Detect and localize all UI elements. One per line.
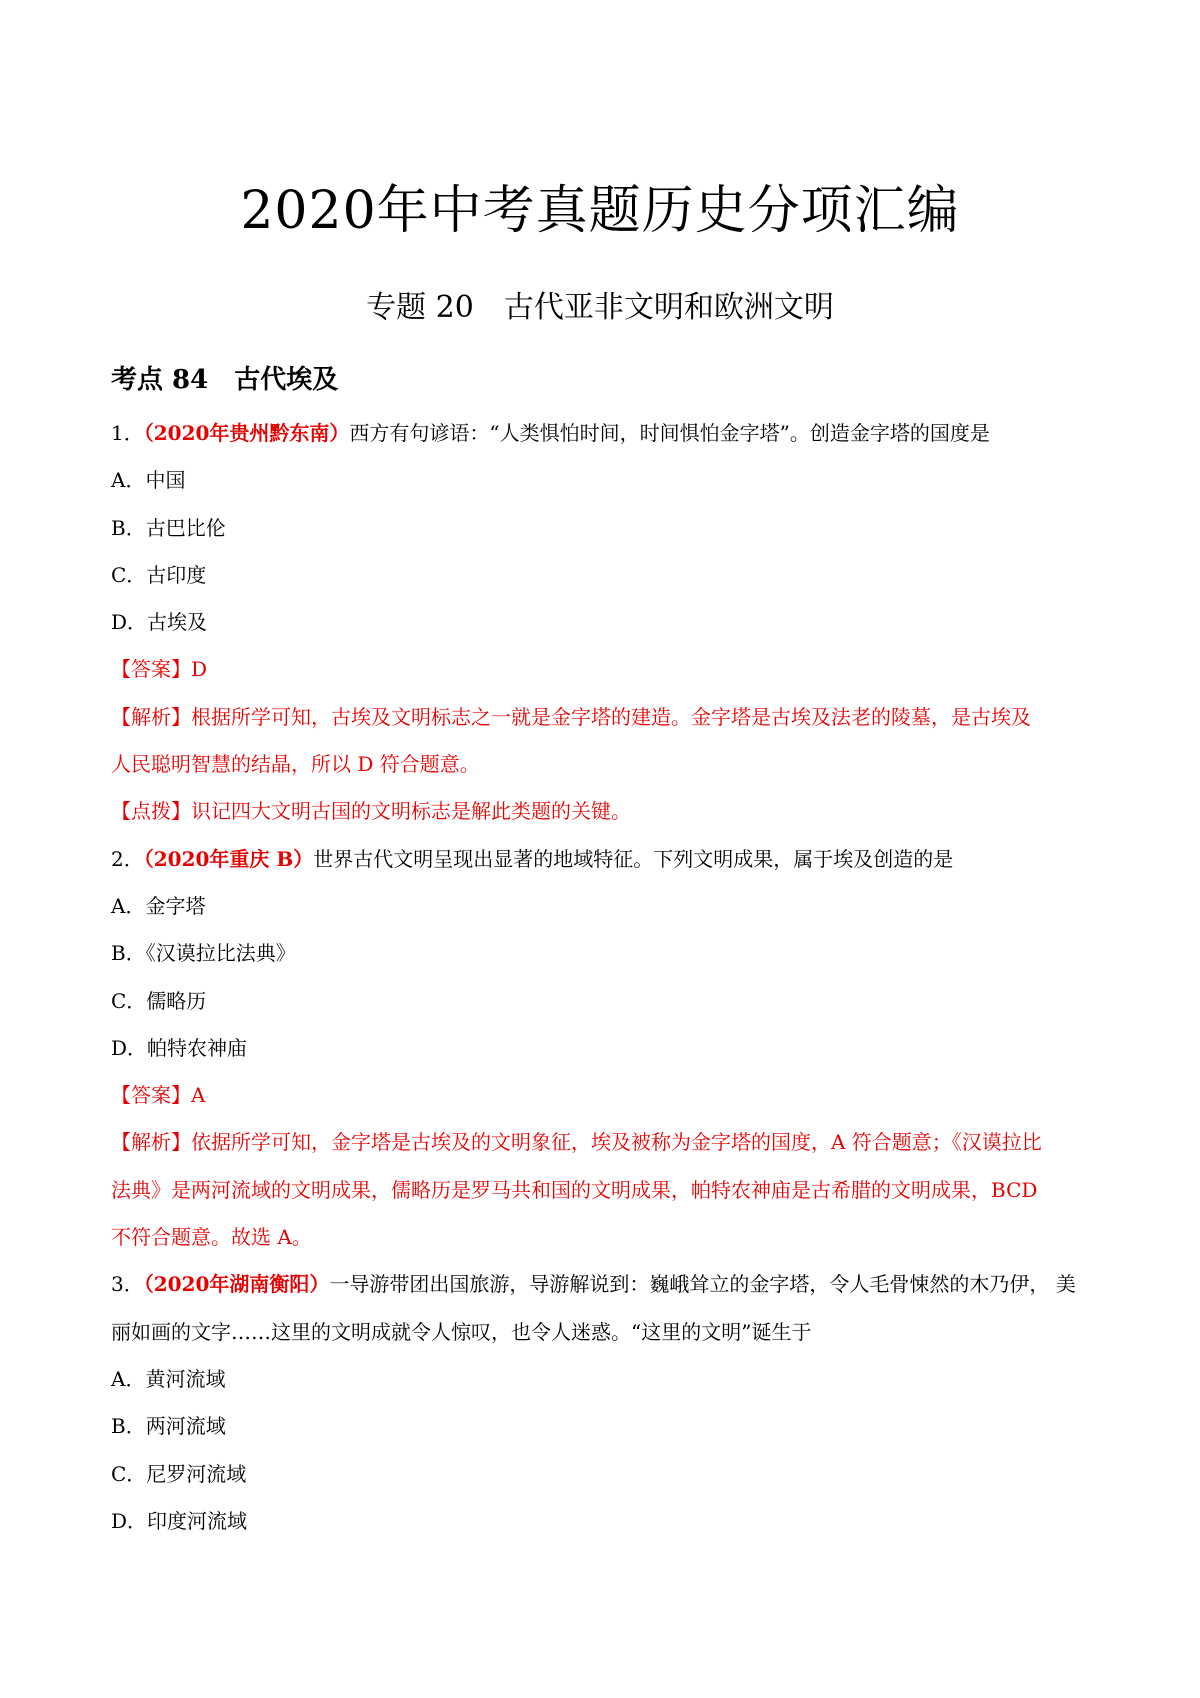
option-a: A．黄河流域 bbox=[111, 1366, 226, 1391]
option-a: A．金字塔 bbox=[111, 893, 206, 918]
document-subtitle: 专题 20 古代亚非文明和欧洲文明 bbox=[366, 290, 834, 325]
question-source: （2020年重庆 B） bbox=[143, 846, 314, 871]
option-a: A．中国 bbox=[111, 468, 186, 493]
question-text: 西方有句谚语：“人类惧怕时间，时间惧怕金字塔”。创造金字塔的国度是 bbox=[349, 421, 990, 445]
question-stem bbox=[111, 410, 1101, 457]
option-d: D．印度河流域 bbox=[111, 1508, 248, 1533]
option-b: B．《汉谟拉比法典》 bbox=[111, 941, 296, 966]
question-source: （2020年贵州黔东南） bbox=[143, 421, 350, 445]
tip: 【点拨】识记四大文明古国的文明标志是解此类题的关键。 bbox=[111, 799, 631, 824]
option-c: C．尼罗河流域 bbox=[111, 1461, 247, 1486]
question-number: 1． bbox=[111, 421, 144, 445]
answer: 【答案】D bbox=[111, 657, 208, 682]
question-text-continued: 丽如画的文字……这里的文明成就令人惊叹，也令人迷惑。“这里的文明”诞生于 bbox=[111, 1319, 812, 1344]
question-text: 一导游带团出国旅游，导游解说到：巍峨耸立的金字塔，令人毛骨悚然的木乃伊， 美 bbox=[329, 1272, 1076, 1297]
question-3 bbox=[111, 1261, 1101, 1545]
analysis-line: 不符合题意。故选 A。 bbox=[111, 1225, 312, 1250]
question-source: （2020年湖南衡阳） bbox=[143, 1272, 330, 1297]
option-d: D．古埃及 bbox=[111, 610, 208, 635]
question-stem bbox=[111, 1261, 1101, 1308]
document-title: 2020年中考真题历史分项汇编 bbox=[240, 181, 960, 241]
option-b: B．两河流域 bbox=[111, 1414, 226, 1439]
analysis-line: 人民聪明智慧的结晶，所以 D 符合题意。 bbox=[111, 752, 480, 777]
analysis-line: 法典》是两河流域的文明成果，儒略历是罗马共和国的文明成果，帕特农神庙是古希腊的文明成果，BCD bbox=[111, 1177, 1038, 1202]
question-stem bbox=[111, 836, 1101, 883]
analysis-line: 【解析】依据所学可知，金字塔是古埃及的文明象征，埃及被称为金字塔的国度，A 符合题意；《汉谟拉比 bbox=[111, 1130, 1042, 1155]
question-2 bbox=[111, 836, 1101, 1262]
section-heading: 考点 84 古代埃及 bbox=[111, 365, 339, 395]
question-number: 2． bbox=[111, 846, 144, 871]
question-number: 3． bbox=[111, 1272, 144, 1297]
option-d: D．帕特农神庙 bbox=[111, 1035, 248, 1060]
option-b: B．古巴比伦 bbox=[111, 515, 226, 540]
question-text: 世界古代文明呈现出显著的地域特征。下列文明成果，属于埃及创造的是 bbox=[313, 846, 954, 871]
option-c: C．古印度 bbox=[111, 562, 207, 587]
answer: 【答案】A bbox=[111, 1083, 206, 1108]
option-c: C．儒略历 bbox=[111, 988, 207, 1013]
question-1 bbox=[111, 410, 1101, 836]
analysis-line: 【解析】根据所学可知，古埃及文明标志之一就是金字塔的建造。金字塔是古埃及法老的陵墓，是古埃及 bbox=[111, 704, 1031, 729]
document-body bbox=[111, 360, 1101, 1545]
